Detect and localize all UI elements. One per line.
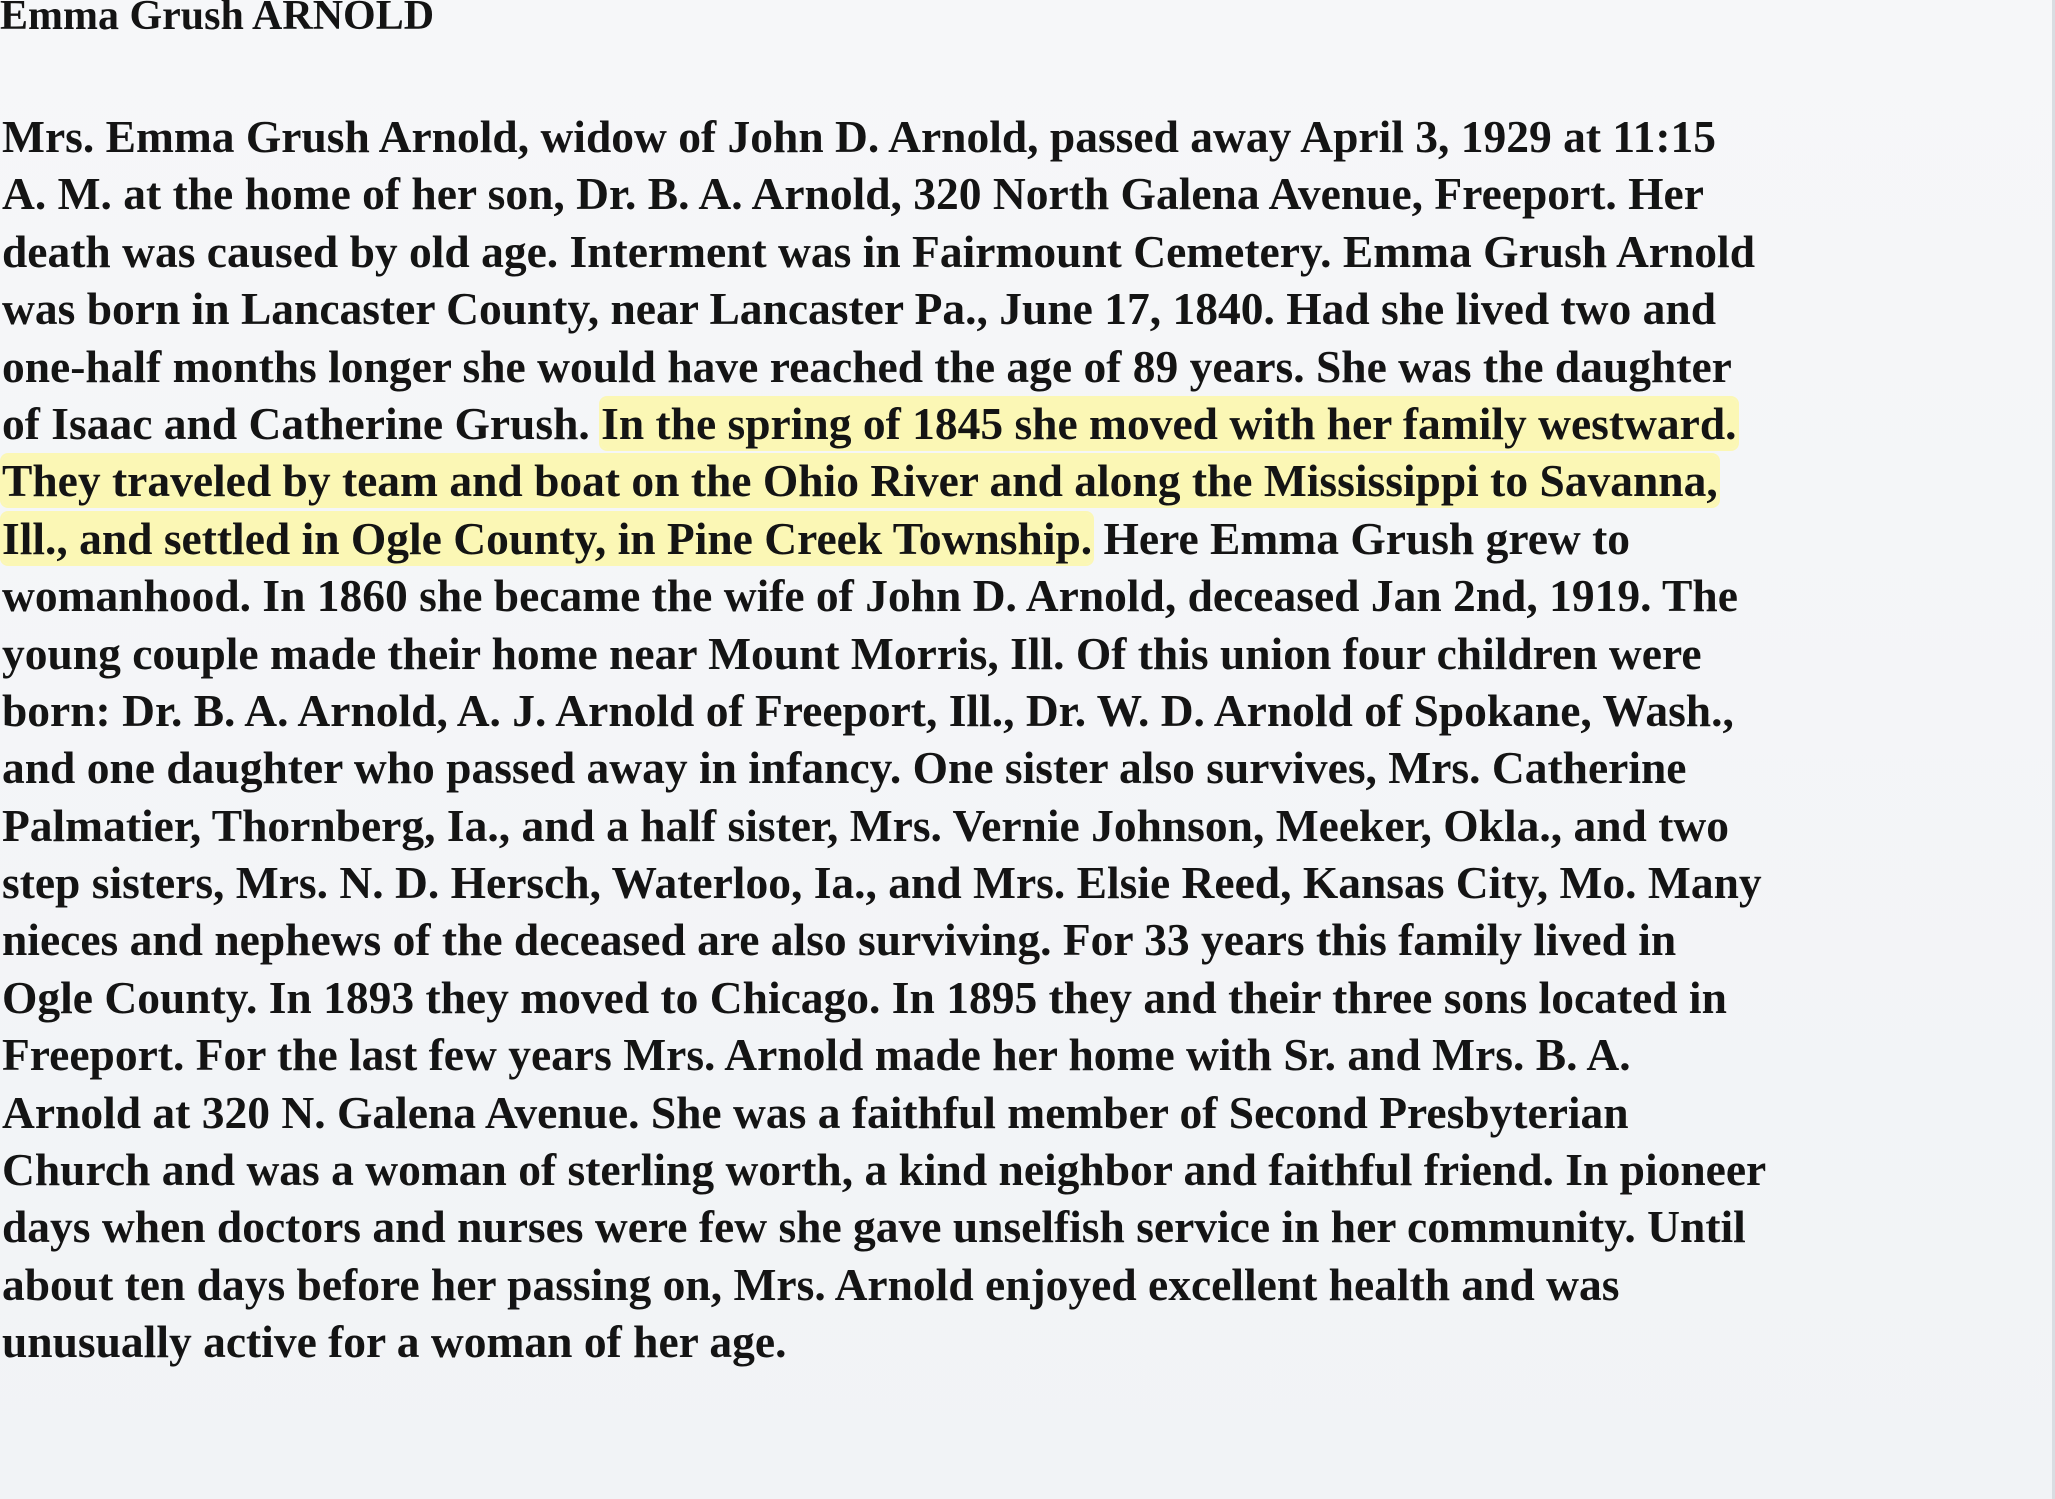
highlighted-text: They traveled by team and boat on the Ohio River and along the Mississippi to Savanna, (2, 455, 1718, 507)
highlighted-text: Ill., and settled in Ogle County, in Pine Creek Township. (2, 512, 1093, 564)
text-line: step sisters, Mrs. N. D. Hersch, Waterloo, Ia., and Mrs. Elsie Reed, Kansas City, Mo. Many (2, 857, 1762, 909)
text-line: and one daughter who passed away in infancy. One sister also survives, Mrs. Catherine (2, 742, 1687, 794)
text-line: Mrs. Emma Grush Arnold, widow of John D. Arnold, passed away April 3, 1929 at 11:15 (2, 111, 1717, 162)
text-line: about ten days before her passing on, Mrs. Arnold enjoyed excellent health and was (2, 1258, 1620, 1310)
text-line (2, 452, 1766, 509)
text-line: Ogle County. In 1893 they moved to Chicago. In 1895 they and their three sons located in (2, 971, 1727, 1023)
highlighted-text: In the spring of 1845 she moved with her family westward. (601, 397, 1737, 449)
text-line: young couple made their home near Mount Morris, Ill. Of this union four children were (2, 627, 1702, 679)
text-line: one-half months longer she would have reached the age of 89 years. She was the daughter (2, 340, 1732, 392)
document-title: Emma Grush ARNOLD (0, 0, 435, 39)
text-line: Church and was a woman of sterling worth, a kind neighbor and faithful friend. In pioneer (2, 1144, 1767, 1196)
text-line: death was caused by old age. Interment was in Fairmount Cemetery. Emma Grush Arnold (2, 225, 1755, 277)
text-segment: Here Emma Grush grew to (1092, 512, 1631, 564)
text-line: nieces and nephews of the deceased are also surviving. For 33 years this family lived in (2, 914, 1677, 966)
text-line: days when doctors and nurses were few she gave unselfish service in her community. Until (2, 1201, 1746, 1253)
text-line: born: Dr. B. A. Arnold, A. J. Arnold of Freeport, Ill., Dr. W. D. Arnold of Spokane, Wash., (2, 684, 1734, 736)
text-line: Arnold at 320 N. Galena Avenue. She was a faithful member of Second Presbyterian (2, 1086, 1629, 1138)
text-line: was born in Lancaster County, near Lancaster Pa., June 17, 1840. Had she lived two and (2, 283, 1717, 335)
obituary-text (2, 108, 1766, 1371)
text-line (2, 395, 1766, 452)
text-line: womanhood. In 1860 she became the wife of John D. Arnold, deceased Jan 2nd, 1919. The (2, 570, 1738, 622)
text-line: unusually active for a woman of her age. (2, 1316, 787, 1368)
text-line (2, 510, 1766, 567)
text-line: A. M. at the home of her son, Dr. B. A. Arnold, 320 North Galena Avenue, Freeport. Her (2, 168, 1704, 220)
text-line: Palmatier, Thornberg, Ia., and a half sister, Mrs. Vernie Johnson, Meeker, Okla., and two (2, 799, 1730, 851)
text-segment: of Isaac and Catherine Grush. (2, 397, 602, 449)
text-line: Freeport. For the last few years Mrs. Arnold made her home with Sr. and Mrs. B. A. (2, 1029, 1631, 1081)
